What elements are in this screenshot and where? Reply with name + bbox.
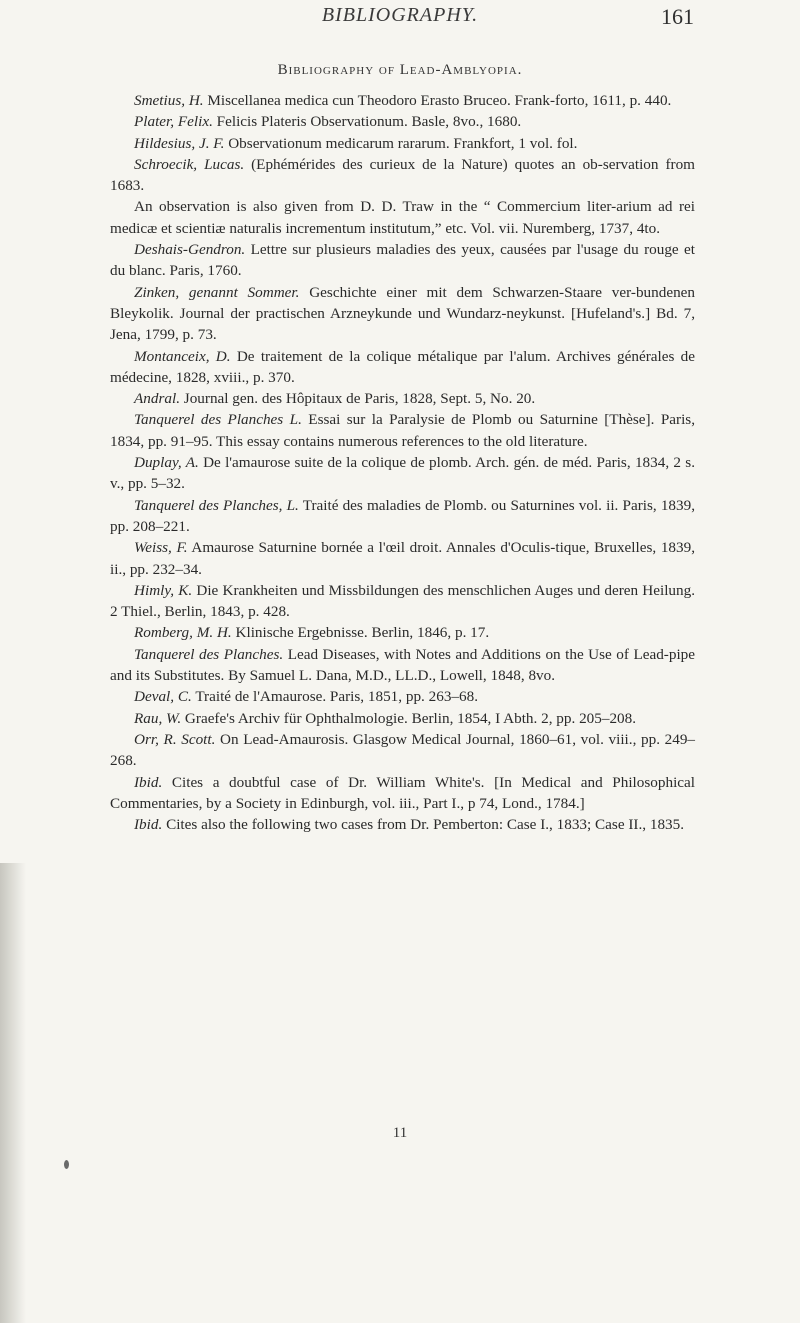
bibliography-entry bbox=[110, 133, 695, 154]
bibliography-entry bbox=[110, 409, 695, 452]
running-head bbox=[0, 4, 800, 34]
entry-text: De l'amaurose suite de la colique de plomb. Arch. gén. de méd. Paris, 1834, 2 s. v., pp. 5–32. bbox=[110, 454, 696, 493]
bibliography-entry bbox=[110, 239, 695, 282]
entry-author: Montanceix, D. bbox=[134, 347, 231, 365]
running-title: BIBLIOGRAPHY. bbox=[321, 4, 479, 26]
entry-author: Hildesius, J. F. bbox=[134, 134, 225, 152]
bibliography-entry bbox=[110, 708, 695, 729]
entry-author: Tanquerel des Planches, L. bbox=[134, 496, 299, 514]
bibliography-entry bbox=[110, 452, 695, 495]
bibliography-entry bbox=[110, 111, 695, 132]
page-number: 161 bbox=[661, 4, 694, 29]
bibliography-entry bbox=[110, 622, 695, 643]
entry-text: Felicis Plateris Observationum. Basle, 8vo., 1680. bbox=[212, 113, 522, 131]
entry-text: Lettre sur plusieurs maladies des yeux, causées par l'usage du rouge et du blanc. Paris, 1760. bbox=[110, 241, 695, 280]
bibliography-entry bbox=[110, 388, 695, 409]
bibliography-list bbox=[110, 90, 695, 835]
print-speck bbox=[64, 1160, 69, 1169]
entry-author: Deshais-Gendron. bbox=[134, 241, 246, 259]
bibliography-entry bbox=[110, 90, 695, 111]
bibliography-entry bbox=[110, 154, 695, 197]
entry-text: (Ephémérides des curieux de la Nature) quotes an ob-servation from 1683. bbox=[110, 155, 695, 195]
entry-text: Cites a doubtful case of Dr. William White's. [In Medical and Philosophical Commentaries, by a Society in Edinburgh, vol. iii., Part I., p 74, Lond., 1784.] bbox=[110, 773, 695, 812]
bibliography-entry bbox=[110, 282, 695, 346]
entry-author: Schroecik, Lucas. bbox=[134, 155, 245, 173]
entry-author: Plater, Felix. bbox=[134, 113, 213, 131]
entry-author: Orr, R. Scott. bbox=[134, 730, 216, 748]
bibliography-entry bbox=[110, 580, 695, 623]
bibliography-entry bbox=[110, 729, 695, 772]
bibliography-entry bbox=[110, 686, 695, 707]
entry-author: Zinken, genannt Sommer. bbox=[134, 283, 300, 301]
entry-author: Andral. bbox=[134, 390, 180, 408]
entry-text: De traitement de la colique métalique par l'alum. Archives générales de médecine, 1828, xviii., p. 370. bbox=[110, 347, 696, 386]
entry-author: Himly, K. bbox=[134, 581, 193, 599]
entry-text: Observationum medicarum rararum. Frankfort, 1 vol. fol. bbox=[224, 134, 578, 152]
entry-author: Romberg, M. H. bbox=[134, 624, 232, 642]
entry-author: Weiss, F. bbox=[134, 539, 188, 557]
entry-author: Ibid. bbox=[134, 773, 163, 791]
entry-text: Die Krankheiten und Missbildungen des menschlichen Auges und deren Heilung. 2 Thiel., Berlin, 1843, p. 428. bbox=[110, 581, 695, 621]
bibliography-entry bbox=[110, 772, 695, 815]
entry-text: On Lead-Amaurosis. Glasgow Medical Journal, 1860–61, vol. viii., pp. 249–268. bbox=[110, 730, 696, 770]
entry-author: Smetius, H. bbox=[134, 92, 204, 109]
entry-author: Tanquerel des Planches. bbox=[134, 645, 284, 663]
page-edge-shadow bbox=[0, 863, 26, 1323]
entry-text: Klinische Ergebnisse. Berlin, 1846, p. 17. bbox=[231, 624, 490, 642]
bibliography-entry bbox=[110, 495, 695, 538]
signature-mark: 11 bbox=[392, 1125, 408, 1141]
bibliography-entry bbox=[110, 196, 695, 239]
bibliography-entry bbox=[110, 537, 695, 580]
entry-text: Graefe's Archiv für Ophthalmologie. Berlin, 1854, I Abth. 2, pp. 205–208. bbox=[181, 709, 637, 727]
entry-text: An observation is also given from D. D. Traw in the “ Commercium liter-arium ad rei medicæ et scientiæ naturalis incrementum institutum,” etc. Vol. vii. Nuremberg, 1737, 4to. bbox=[110, 198, 695, 237]
bibliography-entry bbox=[110, 346, 695, 389]
entry-text: Amaurose Saturnine bornée a l'œil droit. Annales d'Oculis-tique, Bruxelles, 1839, ii., pp. 232–34. bbox=[110, 539, 695, 578]
entry-author: Tanquerel des Planches L. bbox=[134, 411, 302, 429]
entry-author: Rau, W. bbox=[134, 709, 182, 727]
entry-text: Cites also the following two cases from Dr. Pemberton: Case I., 1833; Case II., 1835. bbox=[162, 816, 685, 834]
entry-text: Lead Diseases, with Notes and Additions on the Use of Lead-pipe and its Substitutes. By Samuel L. Dana, M.D., LL.D., Lowell, 1848, 8vo. bbox=[110, 645, 696, 685]
entry-text: Traité des maladies de Plomb. ou Saturnines vol. ii. Paris, 1839, pp. 208–221. bbox=[110, 496, 695, 535]
entry-text: Geschichte einer mit dem Schwarzen-Staare ver-bundenen Bleykolik. Journal der practischen Arzneykunde und Wundarz-neykunst. [Hufeland's.] Bd. 7, Jena, 1799, p. 73. bbox=[110, 283, 695, 344]
entry-author: Ibid. bbox=[134, 816, 163, 834]
entry-text: Miscellanea medica cun Theodoro Erasto Bruceo. Frank-forto, 1611, p. 440. bbox=[203, 92, 672, 109]
bibliography-entry bbox=[110, 814, 695, 835]
bibliography-entry bbox=[110, 644, 695, 687]
entry-text: Journal gen. des Hôpitaux de Paris, 1828, Sept. 5, No. 20. bbox=[180, 390, 536, 408]
entry-author: Duplay, A. bbox=[134, 454, 199, 472]
entry-text: Essai sur la Paralysie de Plomb ou Saturnine [Thèse]. Paris, 1834, pp. 91–95. This essay contains numerous references to the old literature. bbox=[110, 411, 695, 450]
entry-author: Deval, C. bbox=[134, 688, 192, 706]
entry-text: Traité de l'Amaurose. Paris, 1851, pp. 263–68. bbox=[191, 688, 479, 706]
section-title: Bibliography of Lead-Amblyopia. bbox=[277, 62, 523, 78]
